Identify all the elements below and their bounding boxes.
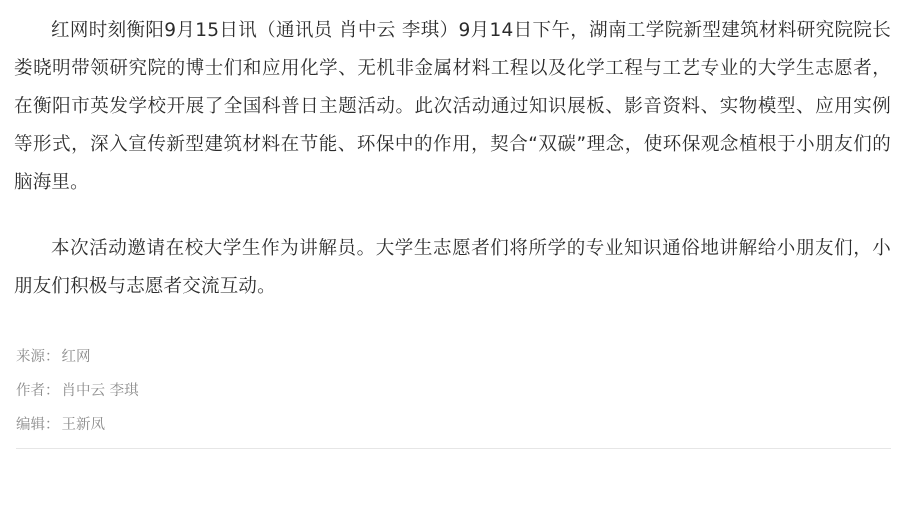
editor-value: 王新凤 — [61, 417, 105, 433]
author-label: 作者： — [16, 383, 60, 399]
author-value: 肖中云 李琪 — [61, 383, 139, 399]
metadata-row-source — [16, 340, 891, 374]
metadata-row-author — [16, 374, 891, 408]
source-label: 来源： — [16, 349, 60, 365]
article-paragraph: 红网时刻衡阳9月15日讯（通讯员 肖中云 李琪）9月14日下午，湖南工学院新型建筑材料研究院院长娄晓明带领研究院的博士们和应用化学、无机非金属材料工程以及化学工程与工艺专业的大学生志愿者，在衡阳市英发学校开展了全国科普日主题活动。此次活动通过知识展板、影音资料、实物模型、应用实例等形式，深入宣传新型建筑材料在节能、环保中的作用，契合“双碳”理念，使环保观念植根于小朋友们的脑海里。 — [14, 20, 891, 193]
metadata-divider — [16, 448, 891, 449]
metadata-row-editor — [16, 408, 891, 442]
article-metadata — [14, 340, 891, 449]
article-paragraph: 本次活动邀请在校大学生作为讲解员。大学生志愿者们将所学的专业知识通俗地讲解给小朋友们，小朋友们积极与志愿者交流互动。 — [14, 238, 891, 297]
editor-label: 编辑： — [16, 417, 60, 433]
source-value: 红网 — [61, 349, 91, 365]
